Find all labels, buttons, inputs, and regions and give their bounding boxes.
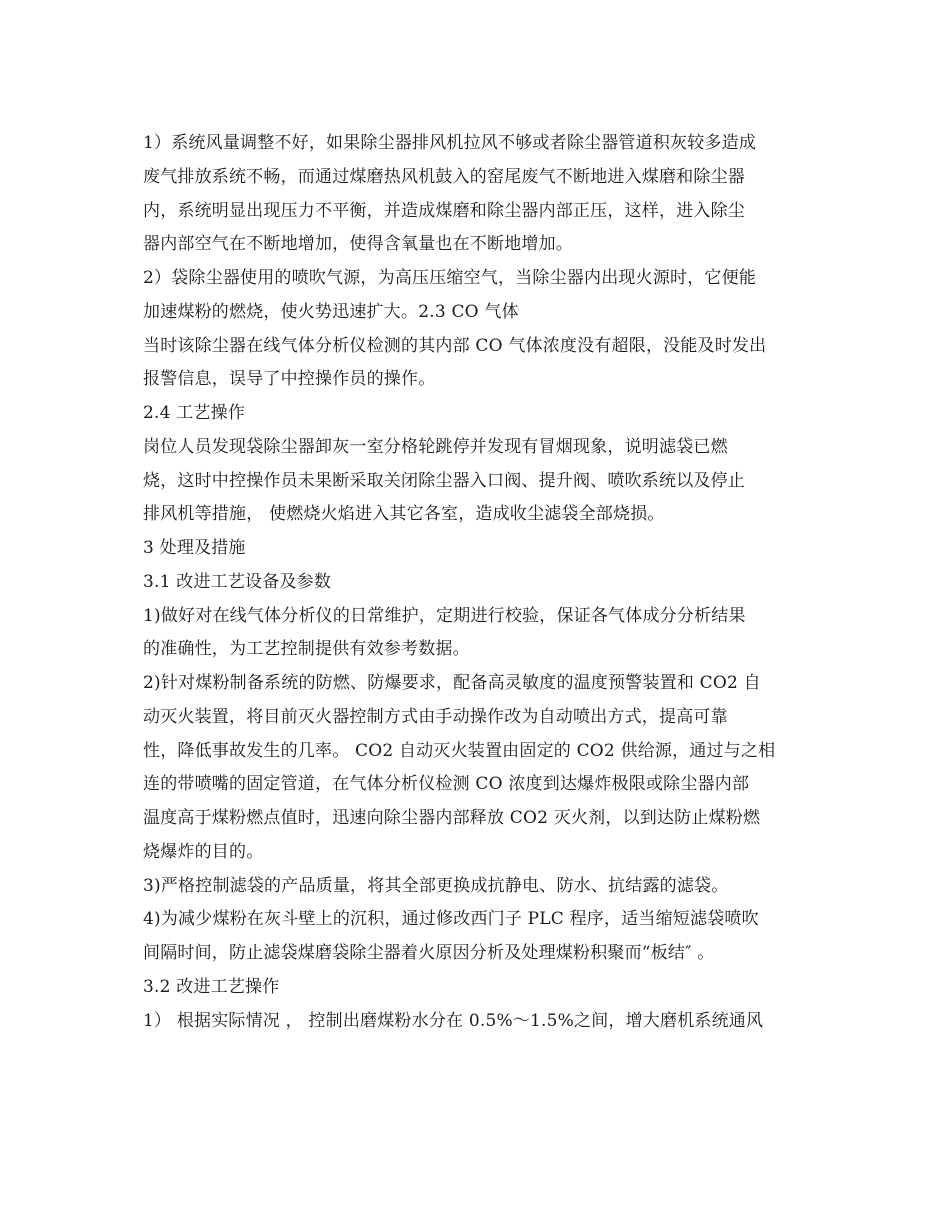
text-line: 2)针对煤粉制备系统的防燃、防爆要求，配备高灵敏度的温度预警装置和 CO2 自: [143, 673, 761, 693]
text-line: 动灭火装置，将目前灭火器控制方式由手动操作改为自动喷出方式，提高可靠: [143, 706, 728, 727]
text-line: 报警信息，误导了中控操作员的操作。: [143, 369, 436, 390]
text-line: 4)为减少煤粉在灰斗壁上的沉积，通过修改西门子 PLC 程序，适当缩短滤袋喷吹: [143, 909, 759, 930]
text-line: 连的带喷嘴的固定管道，在气体分析仪检测 CO 浓度到达爆炸极限或除尘器内部: [143, 774, 750, 795]
section-heading: 3.1 改进工艺设备及参数: [143, 571, 332, 592]
text-line: 1)做好对在线气体分析仪的日常维护，定期进行校验，保证各气体成分分析结果: [143, 605, 746, 626]
text-line: 的准确性，为工艺控制提供有效参考数据。: [143, 639, 470, 660]
text-line: 烧爆炸的目的。: [143, 841, 264, 862]
text-line: 间隔时间，防止滤袋煤磨袋除尘器着火原因分析及处理煤粉积聚而“板结″ 。: [143, 943, 715, 963]
text-line: 烧，这时中控操作员未果断采取关闭除尘器入口阀、提升阀、喷吹系统以及停止: [143, 470, 745, 491]
text-line: 排风机等措施， 使燃烧火焰进入其它各室，造成收尘滤袋全部烧损。: [143, 504, 665, 525]
text-line: 器内部空气在不断地增加，使得含氧量也在不断地增加。: [143, 234, 573, 255]
text-line: 加速煤粉的燃烧，使火势迅速扩大。2.3 CO 气体: [143, 301, 519, 322]
text-line: 1）系统风量调整不好，如果除尘器排风机拉风不够或者除尘器管道积灰较多造成: [143, 133, 757, 153]
text-line: 当时该除尘器在线气体分析仪检测的其内部 CO 气体浓度没有超限，没能及时发出: [143, 335, 767, 356]
section-heading: 3 处理及措施: [143, 538, 246, 558]
document-body: [143, 127, 808, 1038]
text-line: 3)严格控制滤袋的产品质量，将其全部更换成抗静电、防水、抗结露的滤袋。: [143, 875, 729, 896]
section-heading: 3.2 改进工艺操作: [143, 976, 280, 997]
text-line: 内，系统明显出现压力不平衡，并造成煤磨和除尘器内部正压，这样，进入除尘: [143, 200, 745, 221]
text-line: 温度高于煤粉燃点值时，迅速向除尘器内部释放 CO2 灭火剂，以到达防止煤粉燃: [143, 808, 761, 828]
text-line: 性，降低事故发生的几率。 CO2 自动灭火装置由固定的 CO2 供给源，通过与之相: [143, 740, 776, 761]
text-line: 废气排放系统不畅，而通过煤磨热风机鼓入的窑尾废气不断地进入煤磨和除尘器: [143, 166, 745, 187]
text-line: 岗位人员发现袋除尘器卸灰一室分格轮跳停并发现有冒烟现象，说明滤袋已燃: [143, 436, 728, 457]
section-heading: 2.4 工艺操作: [143, 403, 246, 423]
text-line: 1） 根据实际情况 ， 控制出磨煤粉水分在 0.5%～1.5%之间，增大磨机系统通风: [143, 1010, 764, 1031]
text-line: 2）袋除尘器使用的喷吹气源，为高压压缩空气，当除尘器内出现火源时，它便能: [143, 268, 757, 288]
